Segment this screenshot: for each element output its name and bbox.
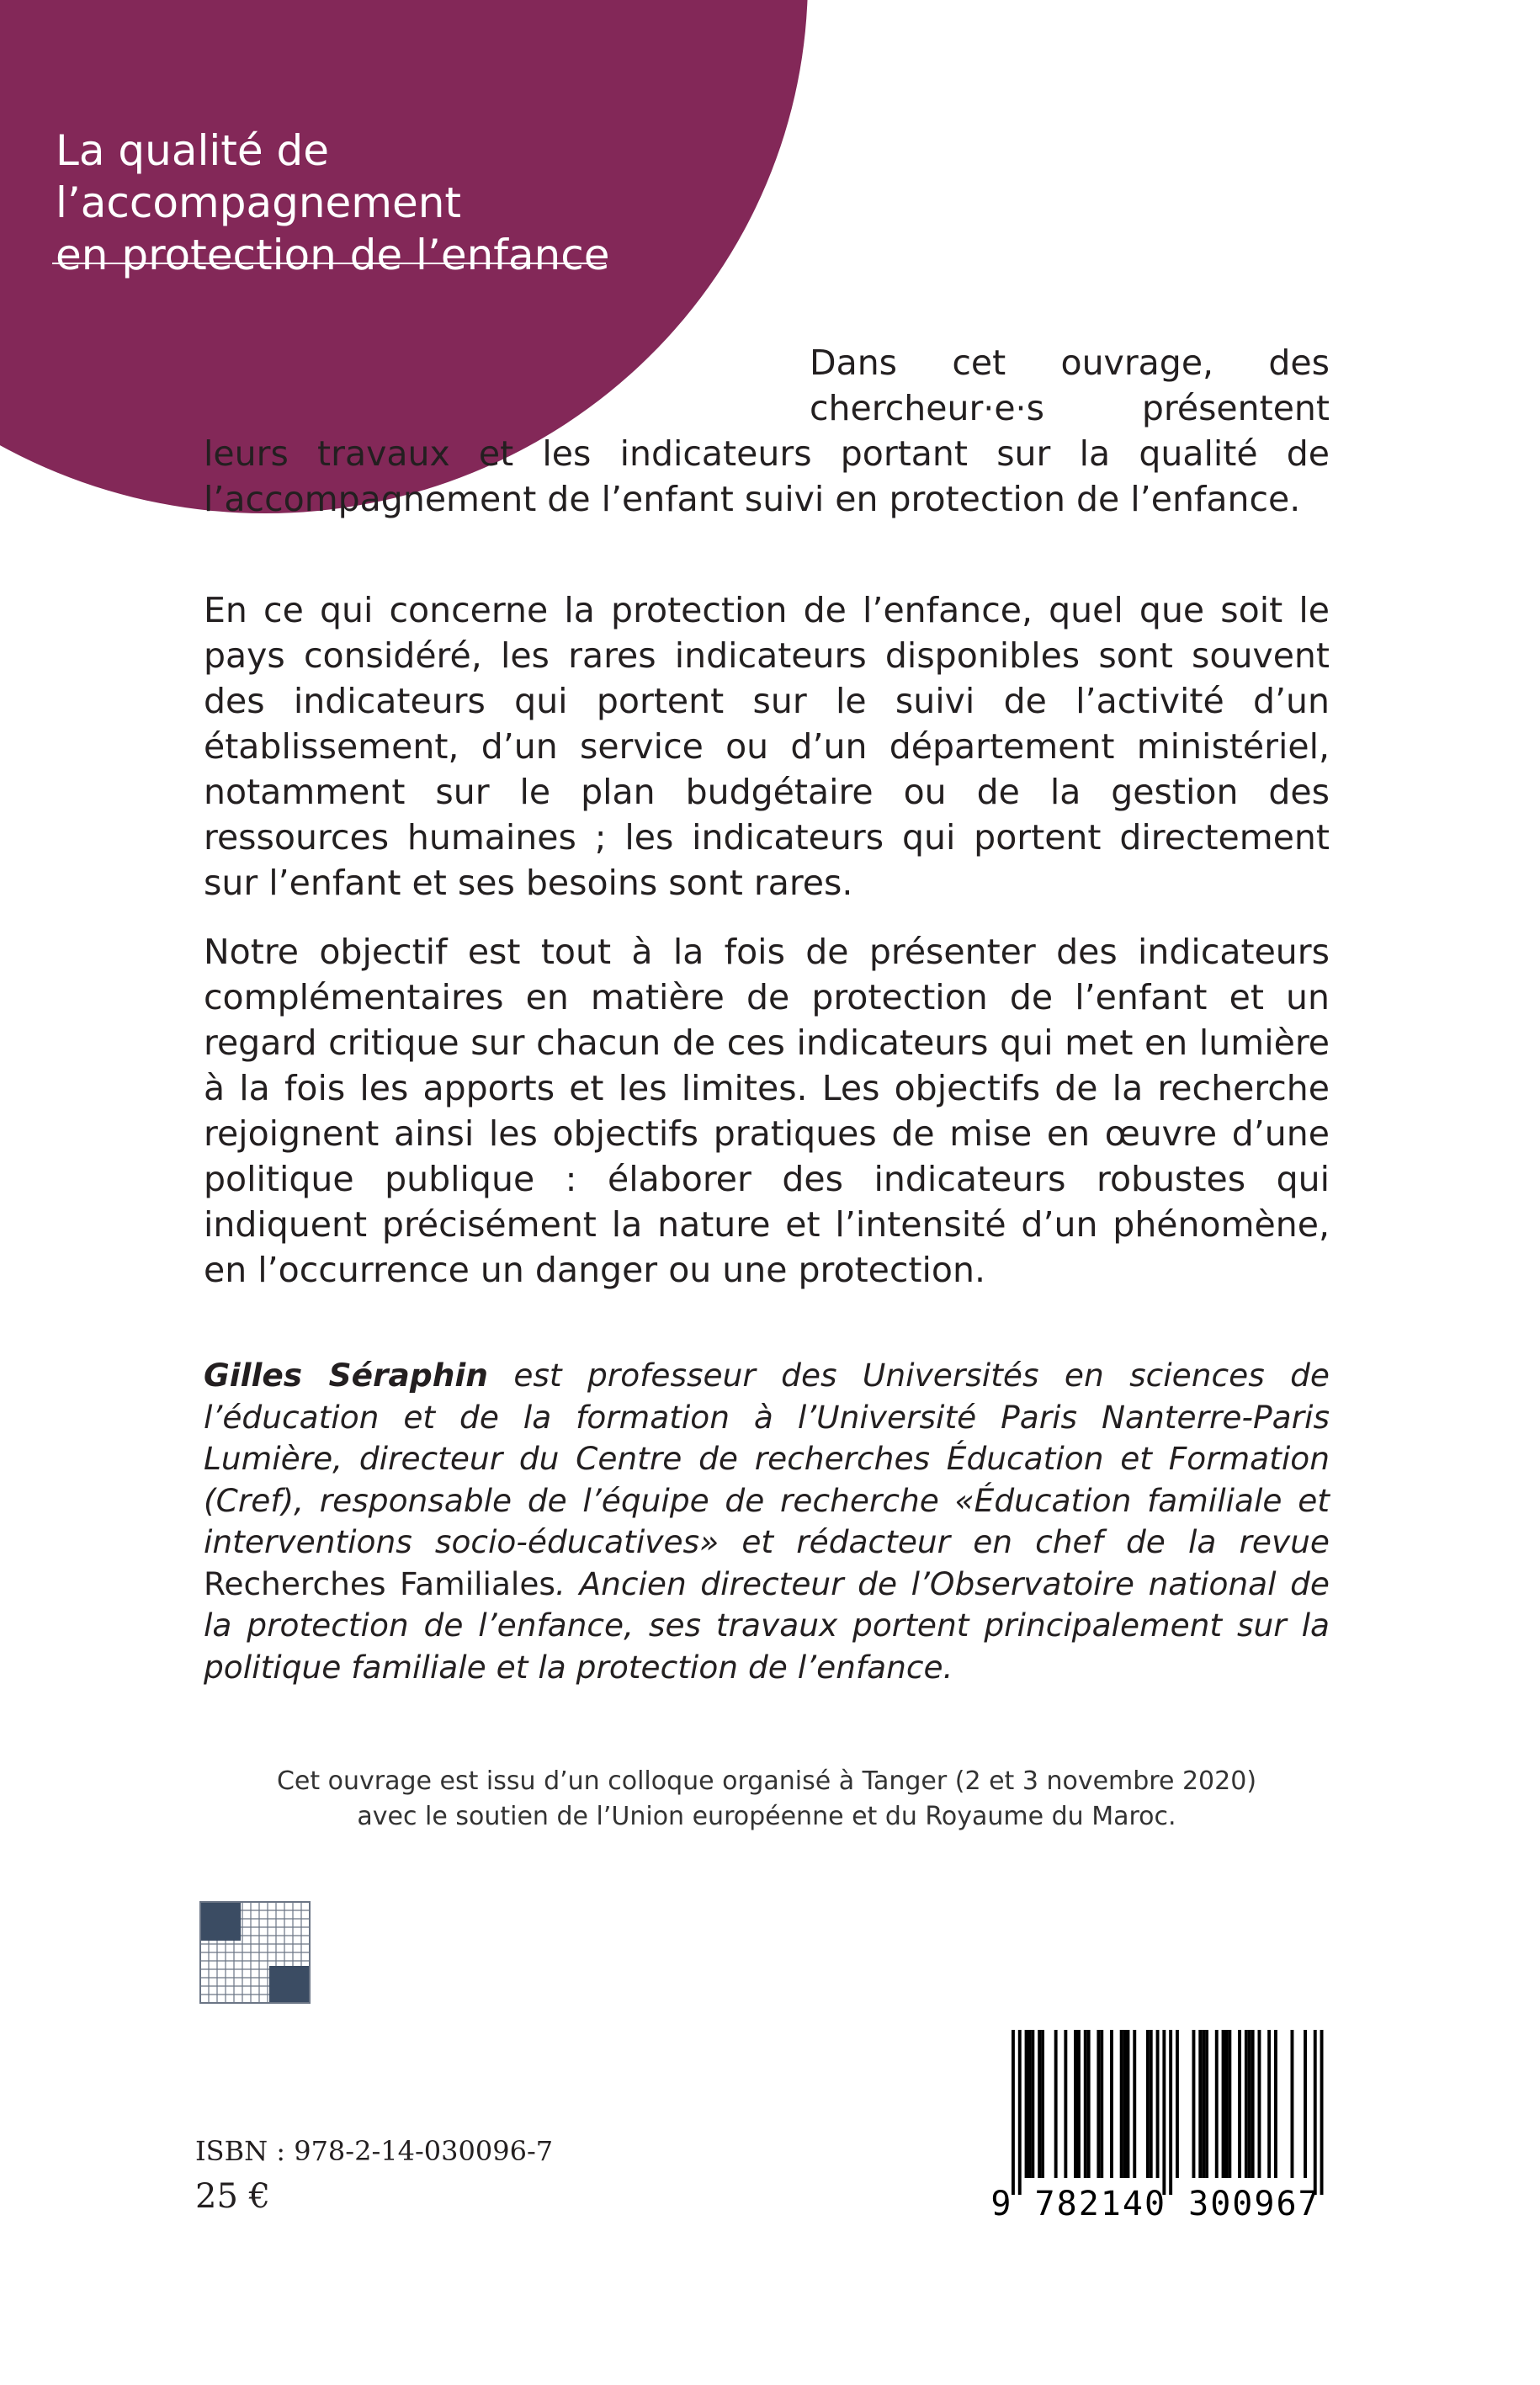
author-bio-text-2: . Ancien directeur de l’Observatoire national de la protection de l’enfance, ses travaux portent principalement sur la politique familiale et la protection de l’enfance. [204,1564,1330,1686]
barcode-bar [1127,2030,1130,2178]
barcode-bar [1192,2030,1196,2178]
barcode-bar [1314,2030,1317,2195]
blurb-paragraph-2: En ce qui concerne la protection de l’enfance, quel que soit le pays considéré, les rares indicateurs disponibles sont souvent des indicateurs qui portent sur le suivi de l’activité d’un établissement, d’un service ou d’un département ministériel, notamment sur le plan budgétaire ou de la gestion des ressources humaines ; les indicateurs qui portent directement sur l’enfant et ses besoins sont rares. [204,590,1330,903]
barcode-bar [1064,2030,1067,2178]
barcode-digits: 9 782140 300967 [990,2185,1320,2222]
price: 25 € [195,2177,271,2216]
barcode-bar [1251,2030,1255,2178]
blurb-paragraph-1-text: Dans cet ouvrage, des chercheur·e·s présentent leurs travaux et les indicateurs portant sur la qualité de l’accompagnement de l’enfant suivi en protection de l’enfance. [204,343,1330,519]
grid-logo-icon [199,1900,311,2005]
barcode-bar [1018,2030,1022,2195]
author-name: Gilles Séraphin [204,1357,488,1394]
barcode-bar [1097,2030,1100,2178]
barcode-bar [1169,2030,1172,2195]
barcode-bar [1258,2030,1261,2178]
barcode-bar [1054,2030,1058,2178]
circle-wrap-spacer [204,0,810,424]
barcode-bar [1133,2030,1136,2178]
isbn: ISBN : 978-2-14-030096-7 [195,2135,554,2167]
barcode-bar [1228,2030,1231,2178]
barcode-bar [1077,2030,1081,2178]
barcode-bar [1202,2030,1205,2178]
colloquium-note-line-2: avec le soutien de l’Union européenne et du Royaume du Maroc. [357,1802,1176,1831]
barcode-bar [1150,2030,1153,2178]
barcode-bar [1028,2030,1032,2178]
barcode-bar [1110,2030,1113,2178]
colloquium-note [204,1764,1330,1835]
barcode-bar [1084,2030,1087,2178]
barcode-bar [1304,2030,1307,2178]
barcode-bar [1222,2030,1225,2178]
barcode-bar [1162,2030,1166,2195]
barcode-bar [1120,2030,1123,2178]
barcode-bar [1123,2030,1127,2178]
journal-name: Recherches Familiales [204,1564,555,1602]
barcode-bar [1031,2030,1034,2178]
barcode-bar [1041,2030,1044,2178]
barcode-bar [1291,2030,1294,2178]
barcode-bar [1038,2030,1041,2178]
barcode-bar [1074,2030,1077,2178]
blurb-paragraph-3: Notre objectif est tout à la fois de présenter des indicateurs complémentaires en matière de protection de l’enfant et un regard critique sur chacun de ces indicateurs qui met en lumière à la fois les apports et les limites. Les objectifs de la recherche rejoignent ainsi les objectifs pratiques de mise en œuvre d’une politique publique : élaborer des indicateurs robustes qui indiquent précisément la nature et l’intensité d’un phénomène, en l’occurrence un danger ou une protection. [204,932,1330,1290]
colloquium-note-line-1: Cet ouvrage est issu d’un colloque organisé à Tanger (2 et 3 novembre 2020) [276,1766,1257,1796]
author-bio [204,1355,1330,1688]
barcode-bar [1248,2030,1251,2178]
book-title-line-1: La qualité de l’accompagnement [56,126,462,227]
barcode-bar [1176,2030,1179,2178]
barcode-bar [1245,2030,1248,2178]
barcode-bar [1146,2030,1150,2178]
barcode-bar [1087,2030,1091,2178]
barcode-bar [1100,2030,1103,2178]
barcode-bar [1320,2030,1324,2195]
barcode-bar [1225,2030,1229,2178]
barcode-bar [1025,2030,1028,2178]
blurb-paragraph-1 [204,340,1330,522]
barcode-bar [1238,2030,1241,2178]
barcode-bar [1198,2030,1202,2178]
book-title-line-2: en protection de l’enfance [56,231,610,279]
isbn-barcode [974,2028,1336,2222]
barcode-bar [1205,2030,1208,2178]
barcode-bar [1215,2030,1219,2178]
barcode-bar [1274,2030,1277,2178]
barcode-bar [1267,2030,1271,2178]
barcode-bar [1156,2030,1160,2178]
barcode-bar [1012,2030,1015,2195]
author-bio-text-1: est professeur des Universités en sciences de l’éducation et de la formation à l’Université Paris Nanterre-Paris Lumière, directeur du Centre de recherches Éducation et Formation (Cref), responsable de l’équipe de recherche «Éducation familiale et interventions socio-éducatives» et rédacteur en chef de la revue [204,1357,1330,1560]
